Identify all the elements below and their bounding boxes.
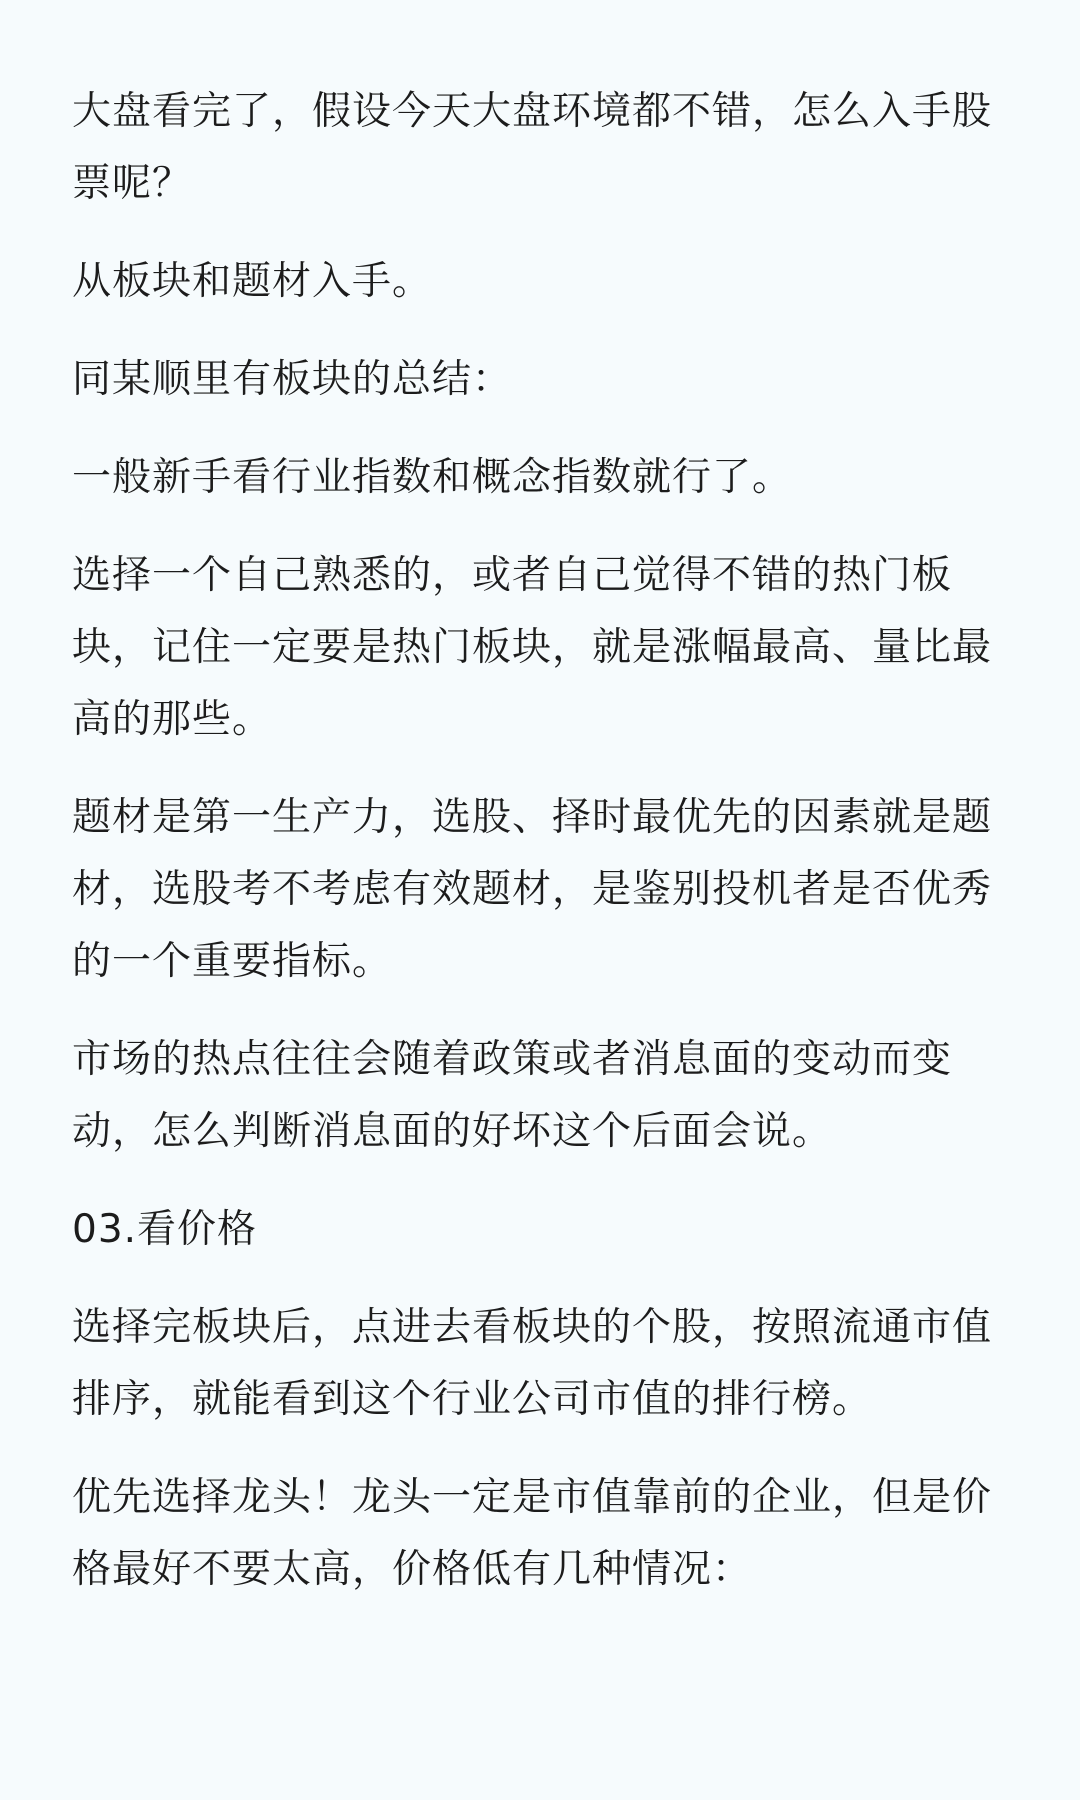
paragraph-sector-summary: 同某顺里有板块的总结： [72,357,513,402]
paragraph-market-intro: 大盘看完了，假设今天大盘环境都不错，怎么入手股票呢？ [72,89,993,206]
paragraph-beginner-index: 一般新手看行业指数和概念指数就行了。 [72,455,793,500]
paragraph-market-hotspots: 市场的热点往往会随着政策或者消息面的变动而变动，怎么判断消息面的好坏这个后面会说。 [72,1037,953,1154]
paragraph-market-cap-ranking: 选择完板块后，点进去看板块的个股，按照流通市值排序，就能看到这个行业公司市值的排行榜。 [72,1305,993,1422]
section-heading-price: 03.看价格 [72,1207,258,1252]
paragraph-theme-productivity: 题材是第一生产力，选股、择时最优先的因素就是题材，选股考不考虑有效题材，是鉴别投机者是否优秀的一个重要指标。 [72,795,993,984]
paragraph-hot-sector: 选择一个自己熟悉的，或者自己觉得不错的热门板块，记住一定要是热门板块，就是涨幅最高、量比最高的那些。 [72,553,993,742]
paragraph-sector-theme: 从板块和题材入手。 [72,259,433,304]
paragraph-leader-choice: 优先选择龙头！龙头一定是市值靠前的企业，但是价格最好不要太高，价格低有几种情况： [72,1475,993,1592]
